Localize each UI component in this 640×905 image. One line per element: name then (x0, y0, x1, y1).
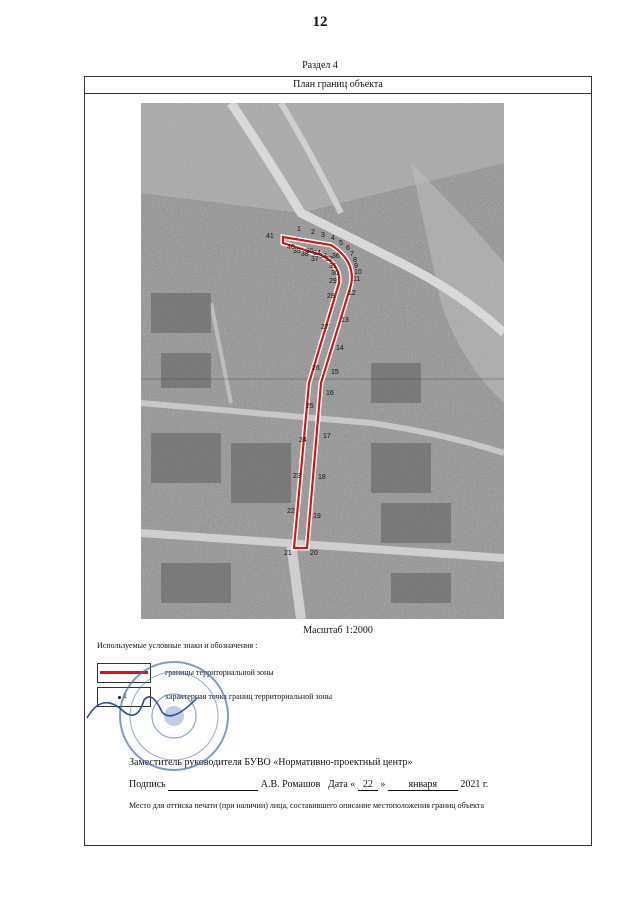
date-label: Дата « (327, 779, 356, 790)
legend-point-label: характерная точка границ территориальной зоны (165, 692, 333, 701)
boundary-point-label: 30 (331, 270, 339, 277)
legend-line-swatch (97, 663, 151, 683)
boundary-point-label: 41 (266, 233, 274, 240)
boundary-point-label: 2 (311, 229, 315, 236)
boundary-point-label: 9 (354, 263, 358, 270)
plan-title: План границ объекта (85, 77, 591, 94)
legend-line-label: границы территориальной зоны (165, 668, 274, 677)
boundary-point-label: 7 (350, 251, 354, 258)
boundary-point-label: 23 (293, 473, 301, 480)
boundary-point-label: 24 (299, 437, 307, 444)
boundary-point-label: 37 (311, 256, 319, 263)
boundary-point-label: 5 (339, 240, 343, 247)
boundary-point-label: 29 (329, 278, 337, 285)
boundary-point-label: 27 (321, 324, 329, 331)
signer-name: А.В. Ромашов (260, 779, 321, 790)
boundary-point-label: 20 (310, 550, 318, 557)
boundary-point-label: 32 (325, 256, 333, 263)
boundary-point-label: 12 (348, 290, 356, 297)
boundary-point-label: 33 (319, 253, 327, 260)
stamp-place-note: Место для оттиска печати (при наличии) лица, составившего описание местоположения границ объекта (129, 801, 485, 810)
boundary-point-label: 3 (321, 232, 325, 239)
legend-point-swatch (97, 687, 151, 707)
legend-point-number: 1 (123, 691, 127, 700)
boundary-point-label: 21 (284, 550, 292, 557)
boundary-point-label: 36 (332, 253, 340, 260)
map-svg (141, 103, 504, 619)
scale-label: Масштаб 1:2000 (303, 625, 373, 636)
boundary-point-label: 26 (312, 365, 320, 372)
legend-title: Используемые условные знаки и обозначения : (97, 641, 258, 650)
boundary-point-label: 22 (287, 508, 295, 515)
boundary-point-label: 40 (287, 244, 295, 251)
aerial-map (141, 103, 504, 619)
page-number: 12 (312, 14, 328, 30)
boundary-point-label: 19 (313, 513, 321, 520)
boundary-point-label: 4 (331, 235, 335, 242)
date-month: января (388, 779, 458, 791)
boundary-point-label: 1 (297, 226, 301, 233)
boundary-point-label: 28 (327, 293, 335, 300)
sign-label: Подпись (129, 779, 166, 790)
boundary-point-label: 39 (293, 248, 301, 255)
boundary-point-label: 17 (323, 433, 331, 440)
boundary-point-label: 15 (331, 369, 339, 376)
boundary-point-label: 13 (341, 317, 349, 324)
boundary-point-label: 14 (336, 345, 344, 352)
plan-frame (84, 76, 592, 846)
boundary-point-label: 8 (353, 257, 357, 264)
boundary-point-label: 11 (353, 276, 361, 283)
signer-position: Заместитель руководителя БУВО «Нормативно-проектный центр» (129, 757, 413, 768)
boundary-point-label: 38 (301, 251, 309, 258)
date-year: 2021 г. (460, 779, 489, 790)
boundary-point-label: 6 (346, 245, 350, 252)
date-day-close: » (380, 779, 386, 790)
boundary-point-label: 10 (354, 269, 362, 276)
boundary-point-label: 34 (313, 250, 321, 257)
boundary-point-label: 25 (306, 403, 314, 410)
date-day: 22 (358, 779, 378, 791)
signature-line (129, 779, 488, 791)
boundary-point-label: 35 (306, 248, 314, 255)
boundary-point-label: 31 (329, 263, 337, 270)
section-title: Раздел 4 (302, 60, 338, 71)
boundary-point-label: 18 (318, 474, 326, 481)
boundary-point-label: 16 (326, 390, 334, 397)
